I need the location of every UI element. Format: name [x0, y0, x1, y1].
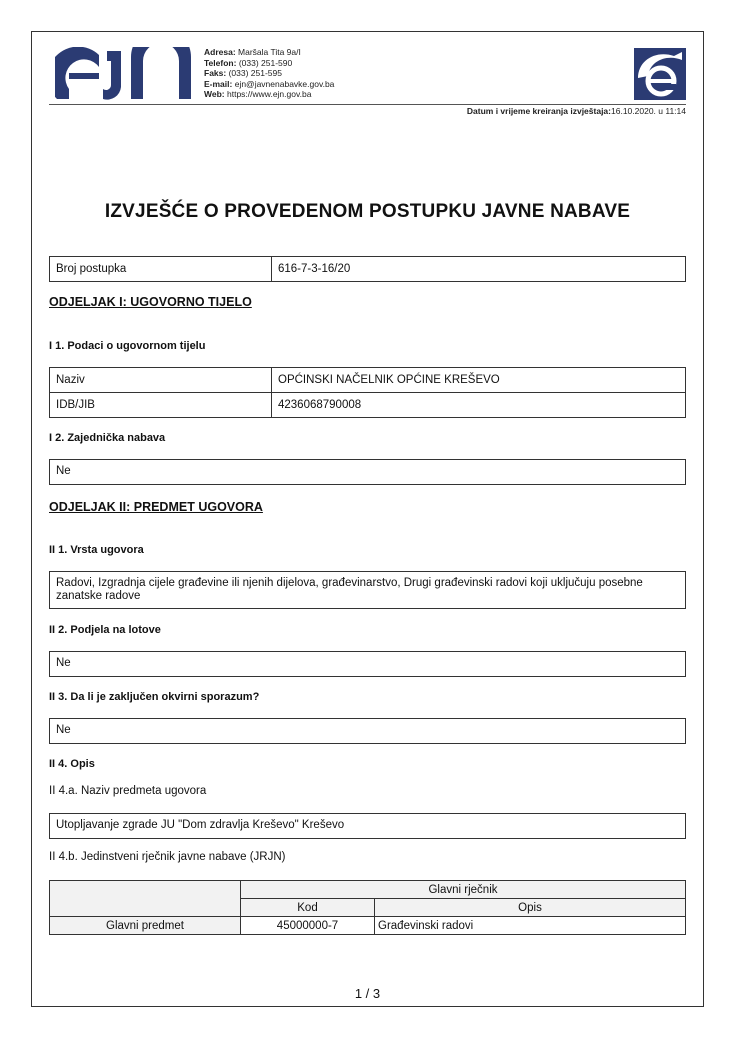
ii3-heading: II 3. Da li je zaključen okvirni sporazum? [49, 691, 260, 703]
e-nabavke-logo [634, 48, 686, 100]
name-label: Naziv [50, 368, 272, 393]
ii4a-label: II 4.a. Naziv predmeta ugovora [49, 785, 207, 797]
group-header: Glavni rječnik [241, 881, 686, 899]
ii2-value: Ne [49, 651, 686, 677]
email-link[interactable]: ejn@javnenabavke.gov.ba [234, 78, 335, 89]
row-label: Glavni predmet [50, 917, 241, 935]
header-divider [49, 104, 686, 105]
ii4-heading: II 4. Opis [49, 758, 95, 770]
procedure-value: 616-7-3-16/20 [272, 257, 686, 282]
ii4a-value: Utopljavanje zgrade JU "Dom zdravlja Kreševo" Kreševo [49, 813, 686, 839]
created-timestamp [467, 106, 686, 116]
report-title: IZVJEŠĆE O PROVEDENOM POSTUPKU JAVNE NABAVE [104, 201, 631, 222]
i1-heading: I 1. Podaci o ugovornom tijelu [49, 340, 206, 352]
created-value: 16.10.2020. u 11:14 [611, 106, 686, 116]
row-desc: Građevinski radovi [375, 917, 686, 935]
table-row [50, 917, 686, 935]
ii1-heading: II 1. Vrsta ugovora [49, 544, 144, 556]
table-row [50, 257, 686, 282]
idb-value: 4236068790008 [272, 393, 686, 418]
code-header: Kod [241, 899, 375, 917]
desc-header: Opis [375, 899, 686, 917]
contracting-authority-table [49, 367, 686, 418]
table-row [50, 393, 686, 418]
ejn-logo [55, 47, 193, 101]
phone-label: Telefon: [204, 57, 237, 68]
ii3-value: Ne [49, 718, 686, 744]
table-row [50, 368, 686, 393]
i2-heading: I 2. Zajednička nabava [49, 432, 166, 444]
section-2-heading: ODJELJAK II: PREDMET UGOVORA [49, 500, 263, 514]
ii4b-label: II 4.b. Jedinstveni rječnik javne nabave (JRJN) [49, 851, 286, 863]
i2-value: Ne [49, 459, 686, 485]
fax-label: Faks: [204, 68, 227, 78]
row-code: 45000000-7 [241, 917, 375, 935]
address-label: Adresa: [204, 47, 236, 57]
ii2-heading: II 2. Podjela na lotove [49, 624, 161, 636]
address-value: Maršala Tita 9a/I [238, 47, 301, 57]
empty-header-cell [50, 881, 241, 917]
created-label: Datum i vrijeme kreiranja izvještaja: [466, 106, 611, 116]
idb-label: IDB/JIB [50, 393, 272, 418]
procedure-table [49, 256, 686, 282]
email-label: E-mail: [204, 78, 233, 89]
web-link[interactable]: https://www.ejn.gov.ba [227, 89, 312, 99]
page-number: 1 / 3 [354, 986, 381, 1001]
phone-value: (033) 251-590 [238, 57, 293, 68]
table-row [50, 881, 686, 899]
procedure-label: Broj postupka [50, 257, 272, 282]
name-value: OPĆINSKI NAČELNIK OPĆINE KREŠEVO [272, 368, 686, 393]
jrjn-table [49, 880, 686, 935]
web-label: Web: [204, 89, 225, 99]
contact-block [204, 47, 334, 100]
fax-value: (033) 251-595 [228, 68, 282, 78]
ii1-value: Radovi, Izgradnja cijele građevine ili njenih dijelova, građevinarstvo, Drugi građevinski radovi koji uključuju posebne zanatske radove [49, 571, 686, 609]
section-1-heading: ODJELJAK I: UGOVORNO TIJELO [49, 295, 252, 309]
